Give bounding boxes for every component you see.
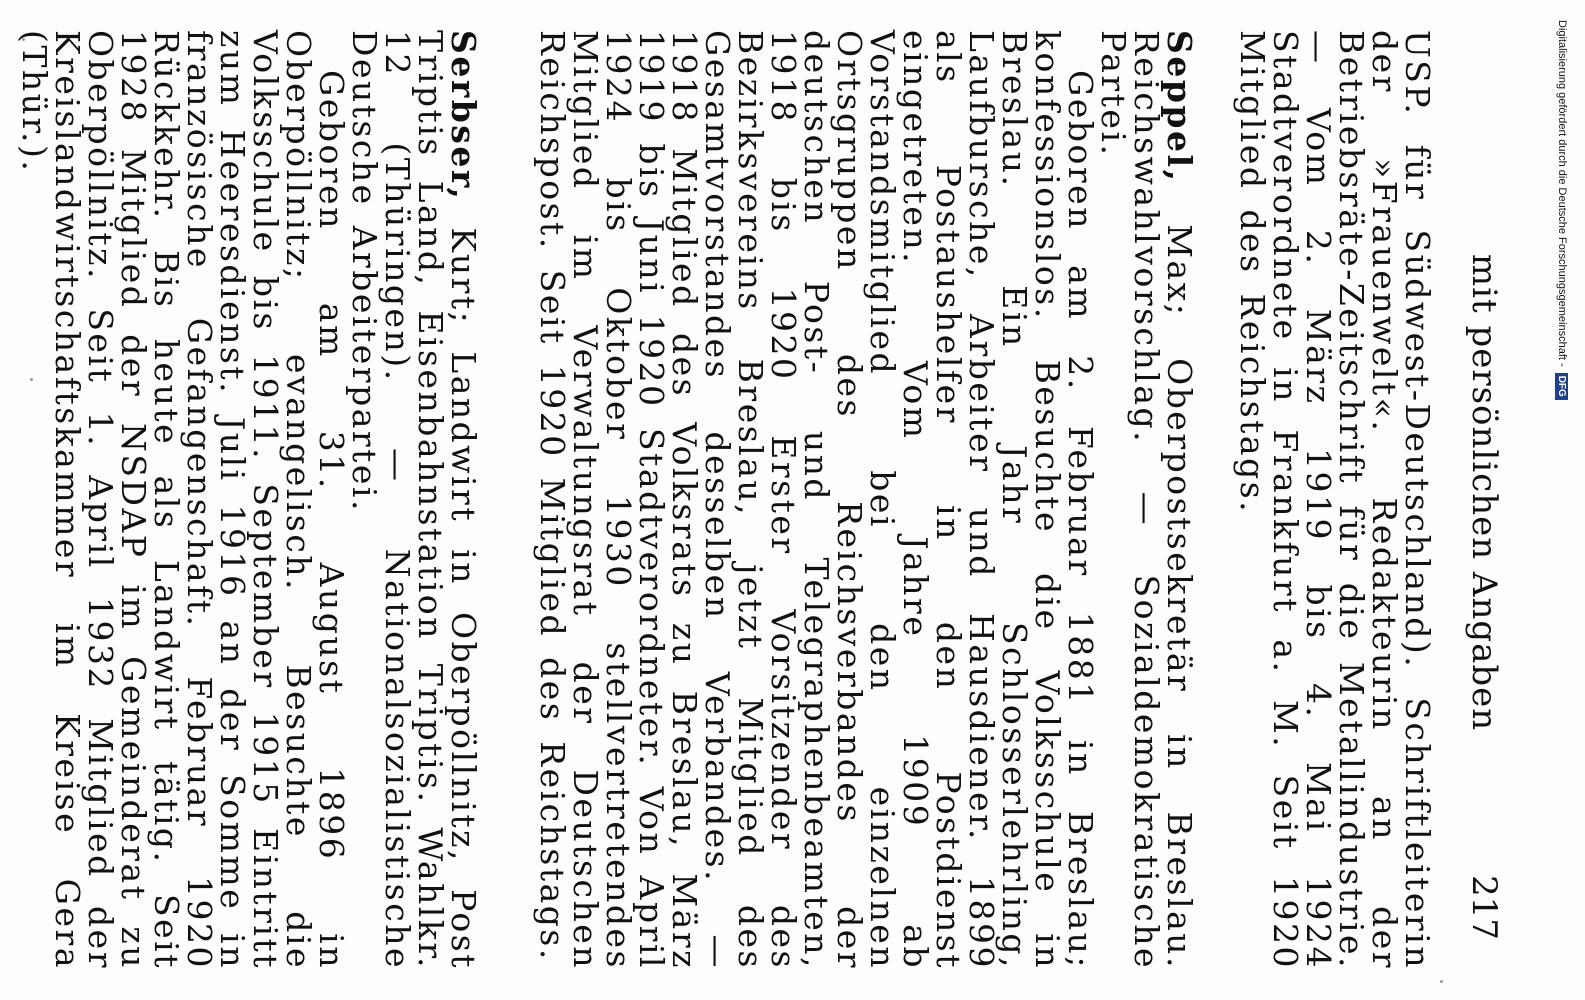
scan-speck — [1440, 980, 1443, 983]
intro-paragraph — [1233, 30, 1437, 970]
digitization-credit — [1551, 20, 1573, 680]
credit-text: Digitalisierung gefördert durch die Deutsche Forschungsgemeinschaft - — [1556, 20, 1568, 367]
running-header — [1440, 30, 1504, 970]
biography-entry — [533, 30, 1199, 970]
entry-body: Geboren am 31. August 1896 in Oberpöllnitz; evangelisch. Besuchte die Volksschule bis 1911. September 1915 Eintritt zum Heeresdienst. Juli 1916 an der Somme in französische Gefangenschaft. Februar 1920 Rückkehr. Bis heute als Landwirt tätig. Seit 1928 Mitglied der NSDAP im Gemeinderat zu Oberpöllnitz. Seit 1. April 1932 Mitglied der Kreislandwirtschaftskammer im Kreise Gera (Thür.). — [15, 30, 351, 970]
page-number: 217 — [1464, 875, 1504, 940]
entry-body: Geboren am 2. Februar 1881 in Breslau; konfessionslos. Besuchte die Volksschule in Breslau. Ein Jahr Schlosserlehrling, Laufbursche, Arbeiter und Hausdiener. 1899 als Postaushelfer in den Postdienst eingetreten. Vom Jahre 1909 ab Vorstandsmitglied bei den einzelnen Ortsgruppen des Reichsverbandes der deutschen Post- und Telegraphenbeamten, 1918 bis 1920 Erster Vorsitzender des Bezirksvereins Breslau, jetzt Mitglied des Gesamtvorstandes desselben Verbandes. — 1918 Mitglied des Volksrats zu Breslau, März 1919 bis Juni 1920 Stadtverordneter. Von April 1924 bis Oktober 1930 stellvertretendes Mitglied im Verwaltungsrat der Deutschen Reichspost. Seit 1920 Mitglied des Reichstags. — [533, 30, 1100, 970]
entry-heading — [1094, 30, 1199, 970]
entry-name: Seppel, — [1160, 30, 1199, 184]
rotated-text-block — [15, 30, 1504, 970]
entry-name: Serbser, — [444, 30, 483, 202]
dfg-logo: DFG — [1556, 373, 1569, 400]
biography-entry — [15, 30, 483, 970]
header-title: mit persönlichen Angaben — [1464, 253, 1504, 732]
intro-text: USP. für Südwest-Deutschland). Schriftleiterin der »Frauenwelt«. Redakteurin an der Betriebsräte-Zeitschrift für die Metallindustrie. — Vom 2. März 1919 bis 4. Mai 1924 Stadtverordnete in Frankfurt a. M. Seit 1920 Mitglied des Reichstags. — [1233, 30, 1437, 970]
entry-head-text: Kurt; Landwirt in Oberpöllnitz, Post Triptis Land, Eisenbahnstation Triptis. Wahlkr. 12 (Thüringen). — Nationalsozialistische Deutsche Arbeiterpartei. — [345, 30, 483, 970]
entry-head-text: Max; Oberpostsekretär in Breslau. Reichswahlvorschlag. — Sozialdemokratische Partei. — [1094, 30, 1199, 970]
entry-heading — [345, 30, 483, 970]
